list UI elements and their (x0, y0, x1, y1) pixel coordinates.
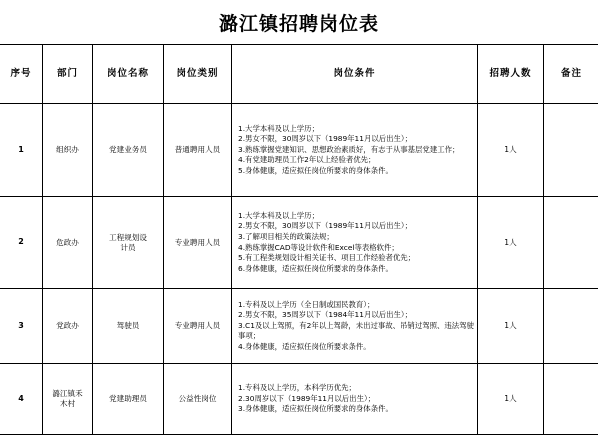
condition-line: 3.C1及以上驾照，有2年以上驾龄，未出过事故、吊销过驾照、违法驾驶事项； (238, 321, 474, 342)
row-remarks (544, 104, 598, 197)
table-header-row (0, 45, 598, 104)
condition-line: 1.大学本科及以上学历； (238, 124, 474, 135)
condition-line: 2.男女不限，30周岁以下（1989年11月以后出生）； (238, 221, 474, 232)
condition-line: 5.身体健康，适应拟任岗位所要求的身体条件。 (238, 166, 474, 177)
condition-line: 3.了解项目相关的政策法规； (238, 232, 474, 243)
row-index: 4 (0, 364, 43, 435)
condition-line: 2.男女不限，35周岁以下（1984年11月以后出生）； (238, 310, 474, 321)
condition-line: 5.有工程类规划设计相关证书、项目工作经验者优先； (238, 253, 474, 264)
row-remarks (544, 364, 598, 435)
header-position: 岗位名称 (93, 45, 164, 104)
header-count: 招聘人数 (478, 45, 544, 104)
row-count: 1人 (478, 104, 544, 197)
condition-line: 2.30周岁以下（1989年11月以后出生）； (238, 394, 474, 405)
row-count: 1人 (478, 197, 544, 289)
row-position: 党建助理员 (93, 364, 164, 435)
row-category: 公益性岗位 (164, 364, 232, 435)
condition-line: 4.身体健康，适应拟任岗位所要求条件。 (238, 342, 474, 353)
table-row (0, 197, 598, 289)
header-remarks: 备注 (544, 45, 598, 104)
page-title: 潞江镇招聘岗位表 (0, 0, 598, 44)
position-text: 工程规划设计员 (106, 233, 150, 253)
row-conditions (232, 364, 478, 435)
condition-line: 2.男女不限，30周岁以下（1989年11月以后出生）； (238, 134, 474, 145)
row-remarks (544, 197, 598, 289)
table-row (0, 289, 598, 364)
row-dept: 危政办 (43, 197, 93, 289)
dept-text: 潞江镇禾木村 (52, 389, 84, 409)
row-category: 专业聘用人员 (164, 197, 232, 289)
row-count: 1人 (478, 289, 544, 364)
header-conditions: 岗位条件 (232, 45, 478, 104)
header-dept: 部门 (43, 45, 93, 104)
row-index: 3 (0, 289, 43, 364)
row-conditions (232, 289, 478, 364)
row-remarks (544, 289, 598, 364)
recruitment-table (0, 44, 598, 435)
row-conditions (232, 197, 478, 289)
condition-line: 4.熟练掌握CAD等设计软件和Excel等表格软件； (238, 243, 474, 254)
table-row (0, 104, 598, 197)
condition-line: 1.专科及以上学历（全日制或国民教育）； (238, 300, 474, 311)
condition-line: 4.有党建助理员工作2年以上经验者优先； (238, 155, 474, 166)
row-category: 普通聘用人员 (164, 104, 232, 197)
condition-line: 1.专科及以上学历，本科学历优先； (238, 383, 474, 394)
condition-line: 1.大学本科及以上学历； (238, 211, 474, 222)
row-position (93, 197, 164, 289)
row-index: 2 (0, 197, 43, 289)
table-row (0, 364, 598, 435)
row-category: 专业聘用人员 (164, 289, 232, 364)
row-dept: 组织办 (43, 104, 93, 197)
row-position: 驾驶员 (93, 289, 164, 364)
condition-line: 6.身体健康，适应拟任岗位所要求的身体条件。 (238, 264, 474, 275)
row-dept (43, 364, 93, 435)
row-position: 党建业务员 (93, 104, 164, 197)
condition-line: 3.熟练掌握党建知识、思想政治素质好，有志于从事基层党建工作； (238, 145, 474, 156)
row-dept: 党政办 (43, 289, 93, 364)
header-category: 岗位类别 (164, 45, 232, 104)
header-index: 序号 (0, 45, 43, 104)
row-index: 1 (0, 104, 43, 197)
condition-line: 3.身体健康，适应拟任岗位所要求的身体条件。 (238, 404, 474, 415)
row-count: 1人 (478, 364, 544, 435)
row-conditions (232, 104, 478, 197)
